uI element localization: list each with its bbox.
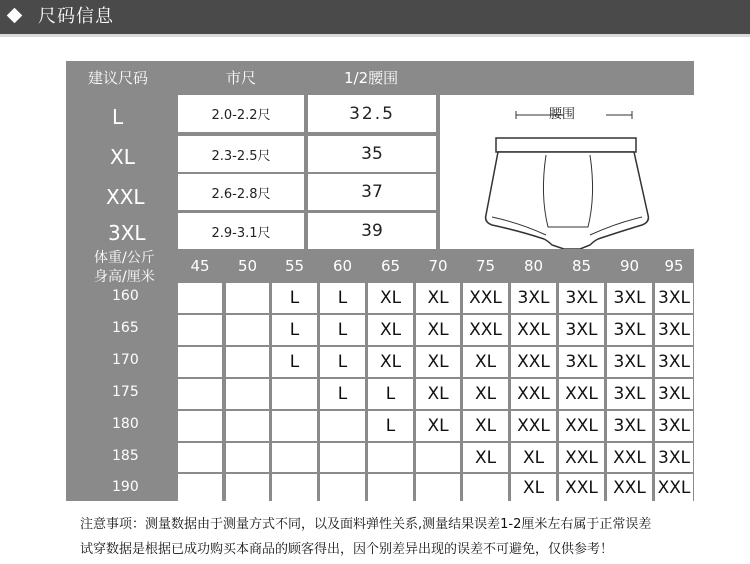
- height-label-165: 165: [112, 320, 139, 336]
- size-grid-cell: L: [320, 315, 365, 345]
- size-grid-cell: 3XL: [559, 315, 604, 345]
- size-grid-cell: 3XL: [559, 347, 604, 377]
- size-grid-cell: XL: [463, 379, 508, 409]
- size-grid-cell: XL: [416, 379, 460, 409]
- size-grid-cell: [463, 474, 508, 501]
- size-grid-cell: [178, 379, 222, 409]
- size-grid-cell: [272, 379, 317, 409]
- size-grid-cell: [368, 474, 413, 501]
- size-grid-cell: [178, 315, 222, 345]
- size-grid-cell: L: [320, 379, 365, 409]
- waist-label: 腰围: [549, 107, 576, 122]
- size-grid-cell: XL: [463, 443, 508, 472]
- size-grid-cell: XXL: [655, 474, 693, 501]
- size-label-l: L: [112, 105, 124, 129]
- size-grid-cell: XL: [416, 347, 460, 377]
- size-label-3xl: 3XL: [108, 221, 146, 245]
- weight-header-80: 80: [523, 257, 544, 275]
- size-grid-cell: XL: [511, 443, 556, 472]
- size-grid-cell: XXL: [463, 283, 508, 313]
- size-grid-cell: L: [320, 283, 365, 313]
- weight-header-45: 45: [190, 257, 210, 275]
- size-grid-cell: [272, 443, 317, 472]
- shichi-cell: 2.6-2.8尺: [178, 174, 304, 210]
- size-grid-cell: XXL: [511, 315, 556, 345]
- size-grid-cell: [226, 347, 269, 377]
- note-line-2: 试穿数据是根据已成功购买本商品的顾客得出，因个别差异出现的误差不可避免，仅供参考！: [80, 542, 614, 557]
- size-grid-cell: XXL: [511, 347, 556, 377]
- section-header: [0, 0, 750, 37]
- section-title: 尺码信息: [38, 6, 114, 27]
- size-grid-cell: XL: [368, 283, 413, 313]
- size-grid-cell: [320, 443, 365, 472]
- underwear-diagram: [440, 95, 694, 249]
- size-grid-cell: XXL: [559, 443, 604, 472]
- size-chart-panel: [66, 61, 694, 501]
- weight-header-75: 75: [475, 257, 496, 275]
- size-grid-cell: [416, 443, 460, 472]
- size-grid-cell: [226, 315, 269, 345]
- weight-header-85: 85: [571, 257, 592, 275]
- weight-header-60: 60: [332, 257, 353, 275]
- size-grid-cell: L: [368, 379, 413, 409]
- size-grid-cell: 3XL: [511, 283, 556, 313]
- size-grid-cell: 3XL: [559, 283, 604, 313]
- size-grid-cell: [178, 443, 222, 472]
- height-axis-label: 身高/厘米: [94, 269, 155, 285]
- size-grid-cell: 3XL: [655, 283, 693, 313]
- size-grid-cell: XXL: [559, 379, 604, 409]
- size-grid-cell: L: [272, 283, 317, 313]
- note-line-1: 注意事项：测量数据由于测量方式不同，以及面料弹性关系,测量结果误差1-2厘米左右属于正常误差: [80, 517, 652, 532]
- header-half-waist: 1/2腰围: [344, 69, 399, 87]
- size-grid-cell: [178, 474, 222, 501]
- weight-header-50: 50: [237, 257, 258, 275]
- size-grid-cell: XXL: [511, 379, 556, 409]
- header-suggested-size: 建议尺码: [88, 69, 149, 87]
- size-grid-cell: XXL: [511, 411, 556, 441]
- size-grid-cell: XXL: [559, 411, 604, 441]
- height-label-160: 160: [112, 288, 139, 304]
- height-label-180: 180: [112, 416, 139, 432]
- size-grid-cell: L: [272, 315, 317, 345]
- height-label-190: 190: [112, 479, 139, 495]
- size-grid-cell: [226, 283, 269, 313]
- size-grid-cell: XL: [368, 347, 413, 377]
- size-grid-cell: 3XL: [607, 411, 652, 441]
- diamond-icon: [7, 8, 23, 24]
- size-grid-cell: 3XL: [607, 283, 652, 313]
- weight-axis-label: 体重/公斤: [94, 250, 155, 266]
- size-grid-cell: XL: [511, 474, 556, 501]
- height-label-185: 185: [112, 448, 139, 464]
- size-grid-cell: [178, 347, 222, 377]
- size-grid-cell: XL: [416, 283, 460, 313]
- size-grid-cell: XXL: [607, 474, 652, 501]
- size-grid-cell: [272, 474, 317, 501]
- size-label-xl: XL: [110, 145, 135, 169]
- weight-header-90: 90: [619, 257, 640, 275]
- size-grid-cell: L: [272, 347, 317, 377]
- size-grid-cell: [320, 474, 365, 501]
- shichi-cell: 2.3-2.5尺: [178, 136, 304, 172]
- shichi-cell: 2.0-2.2尺: [178, 95, 304, 132]
- size-grid-cell: 3XL: [607, 379, 652, 409]
- height-label-170: 170: [112, 352, 139, 368]
- size-grid-cell: [178, 411, 222, 441]
- waist-cell: 32.5: [308, 95, 436, 132]
- size-grid-cell: 3XL: [655, 411, 693, 441]
- waist-cell: 39: [308, 213, 436, 249]
- weight-header-70: 70: [428, 257, 448, 275]
- size-grid-cell: XL: [368, 315, 413, 345]
- size-grid-cell: [226, 474, 269, 501]
- size-grid-cell: [226, 411, 269, 441]
- weight-header-55: 55: [284, 257, 305, 275]
- size-grid-cell: [178, 283, 222, 313]
- size-grid-cell: XXL: [607, 443, 652, 472]
- size-grid-cell: XL: [416, 315, 460, 345]
- waist-cell: 35: [308, 136, 436, 172]
- size-grid-cell: 3XL: [655, 379, 693, 409]
- size-grid-cell: 3XL: [607, 315, 652, 345]
- size-grid-cell: 3XL: [655, 443, 693, 472]
- size-grid-cell: 3XL: [655, 315, 693, 345]
- size-grid-cell: 3XL: [655, 347, 693, 377]
- size-grid-cell: XL: [463, 411, 508, 441]
- waist-cell: 37: [308, 174, 436, 210]
- size-grid-cell: 3XL: [607, 347, 652, 377]
- weight-header-95: 95: [664, 257, 684, 275]
- size-grid-cell: [272, 411, 317, 441]
- shichi-cell: 2.9-3.1尺: [178, 213, 304, 249]
- size-label-xxl: XXL: [106, 185, 145, 209]
- size-grid-cell: [320, 411, 365, 441]
- size-grid-cell: XL: [416, 411, 460, 441]
- underwear-icon: [440, 95, 694, 249]
- size-grid-cell: [226, 443, 269, 472]
- size-grid-cell: [226, 379, 269, 409]
- weight-header-65: 65: [380, 257, 401, 275]
- size-grid-cell: XL: [463, 347, 508, 377]
- height-label-175: 175: [112, 384, 139, 400]
- size-grid-cell: XXL: [559, 474, 604, 501]
- size-grid-cell: [416, 474, 460, 501]
- header-shichi: 市尺: [226, 69, 257, 87]
- size-grid-cell: [368, 443, 413, 472]
- size-grid-cell: L: [320, 347, 365, 377]
- size-grid-cell: XXL: [463, 315, 508, 345]
- size-grid-cell: L: [368, 411, 413, 441]
